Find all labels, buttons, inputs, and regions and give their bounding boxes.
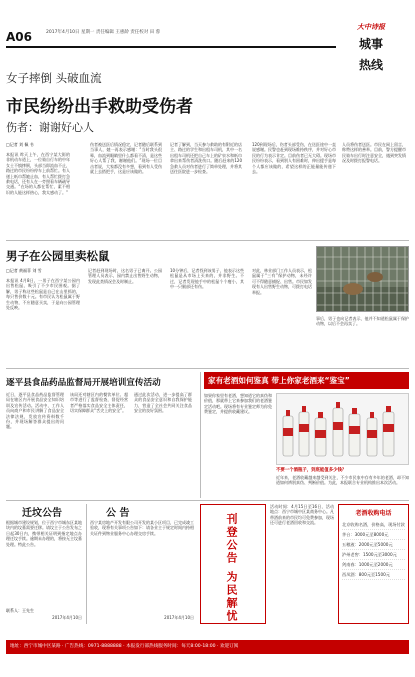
divider — [86, 504, 87, 624]
squirrel-cage-photo — [316, 246, 409, 312]
price-list — [342, 520, 405, 580]
pine-col-3: 10分钟后，记者找到该男子，他表示这些松鼠是从市场上买来的，并非野生。不过，记者发现他手中的松鼠个个瘦小，其中一只腿部还有伤。 — [170, 268, 244, 290]
notice-1-title: 迁坟公告 — [22, 508, 62, 519]
notice-1-text: 根据城市建设规划，位于西宁市城东区某地块内的坟墓需要迁移。请坟主于公告发布之日起30日内，携带相关证明到指定地点办理迁坟手续。逾期未办理的，将按无主坟墓处理。特此公告。 — [6, 520, 82, 547]
pine-headline: 男子在公园里卖松鼠 — [6, 249, 110, 263]
pine-col-4: 对此，林业部门工作人员表示，松鼠属于“三有”保护动物，未经许可不得随意捕捉、出售。市民如发现有人出售野生动物，可拨打电话举报。 — [252, 268, 312, 295]
notice-1-date: 2017年4月10日 — [52, 615, 82, 620]
price-item: 茅台：3000元至8000元 — [342, 530, 405, 540]
divider — [6, 240, 409, 241]
lead-col-2: 伤者被送医后情况稳定，记者随后联系到当事人，她一再表示感谢：“当时我头很晕，血流到眼睛里什么都看不清，是这些好心人帮了我，谢谢他们。”现场一位目击者说，大家都没有多想，看到有人受伤就上去搭把手，这是应该做的。 — [90, 142, 162, 175]
lead-col-5: 人员将伤者送医。市民在网上留言，称赞这样的善举。目前，警方提醒市民骑车出行时注意安全，遇到突发情况及时拨打报警电话。 — [342, 142, 406, 164]
page-number: A06 — [6, 30, 32, 44]
price-item: 西凤酒：800元至1500元 — [342, 570, 405, 580]
pine-col-2: 记者赶到现场时，这名男子已离开。公园管理人员表示，园内禁止出售野生动物，发现此类情况会及时制止。 — [88, 268, 162, 284]
divider — [200, 372, 201, 498]
lead-headline: 市民纷纷出手救助受伤者 — [6, 97, 193, 117]
section-title-1: 城事 — [358, 37, 383, 51]
pine-byline: □记者 黄福菲 刘 雪 — [6, 268, 42, 273]
lead-byline: □记者 刘 佩 书 — [6, 142, 34, 147]
notice-2-text: 西宁某房地产开发有限公司开发的某小区项目，已完成竣工验收，现将有关事项公告如下：请各业主于规定时间内持相关证件到物业服务中心办理交房手续。 — [90, 520, 194, 536]
liquor-headline: 家有老酒如何鉴真 带上你家老酒来“鉴宝” — [204, 372, 409, 389]
food-col-1: 近日，逐平县食品药品监督管理局在辖区内开展食品安全知识培训及宣传活动。活动中，工作人员向商户和市民讲解了食品安全法律法规，发放宣传资料数千份，并现场解答群众提出的问题。 — [6, 392, 64, 430]
footer-bar: 地址：西宁市城中区某路 · 广告热线：0971-8888888 · 本报发行部热线服务时间：每天8:00-18:00 · 欢迎订阅 — [6, 640, 409, 654]
stamp-ad — [200, 504, 266, 624]
price-item: 泸州老窖：1500元至3000元 — [342, 550, 405, 560]
stamp-ad-text: 刊登公告 为民解忧 — [225, 513, 238, 623]
pine-col-1: 本报讯 4月8日，一男子在西宁某公园内出售松鼠，吸引了不少市民围观。据了解，男子称这些松鼠是自己在山里抓的，每只售价数十元。有市民认为松鼠属于野生动物，不应随意买卖，于是向公园管理处反映。 — [6, 278, 80, 311]
price-item: 剑南春：1000元至2000元 — [342, 560, 405, 570]
liquor-col-1: 如果你家里有老酒，想知道它的真伪和价值，那就带上它来参加我们的老酒鉴定活动吧。现场将有专业鉴定师为你免费鉴定，并提供收藏建议。 — [204, 393, 272, 415]
lead-col-1: 本报讯 昨天上午，在西宁某大街的非机动车道上，一位骑自行车的中年女士不慎摔倒，头部当即流血不止，路过的市民纷纷停车上前帮忙。有人递上纸巾帮她止血，有人帮忙拨打急救电话，还有人在一旁照看车辆疏导交通。“在场的人都在帮忙，素不相识的人能这样热心，我太感动了。” — [6, 152, 70, 195]
notice-1-contact: 联系人：王先生 — [6, 608, 34, 613]
paper-logo: 大中诗报 — [357, 23, 385, 31]
liquor-bottles-photo — [276, 393, 409, 465]
price-box — [338, 504, 409, 624]
lead-kicker: 女子摔倒 头破血流 — [6, 71, 102, 85]
lead-col-4: 120到现场后，伤者头部受伤，在送医途中一直说感谢。民警也赶到现场维持秩序，并对好心市民的行为表示肯定。目前伤者已无大碍。现场市民纷纷表示，看到别人有困难时，伸出援手是每个人都应该做的，希望这样的正能量能传递下去。 — [252, 142, 336, 175]
price-box-title: 老酒收购电话 — [355, 510, 392, 517]
divider — [6, 500, 409, 501]
notice-2-date: 2017年4月10日 — [164, 615, 194, 620]
liquor-col-2: 近年来，老酒收藏越来越受到关注，不少市民家中存有多年的老酒，却不知道如何辨别真伪、判断价值。为此，本报联合专业机构推出本次活动。 — [276, 475, 409, 486]
food-col-3: 通过此次活动，进一步提高了群众的食品安全意识和自我保护能力，营造了全社会共同关注食品安全的良好氛围。 — [134, 392, 192, 414]
price-item: 五粮液：2000元至5000元 — [342, 540, 405, 550]
liquor-caption: 不要一个酒瓶子，到底能值多少钱？ — [276, 468, 347, 473]
food-headline: 逐平县食品药品监督局开展培训宣传活动 — [6, 378, 161, 388]
liquor-col-3: 活动时间：4月15日至16日，活动地点：西宁市城中区某商务中心。凡带酒前来的市民均可免费参加，现场还可进行老酒回收和交流。 — [270, 504, 334, 526]
header-rule — [6, 46, 336, 48]
price-item: 北京收购名酒，价格高，现场付款 — [342, 520, 405, 530]
food-col-2: 该局还对辖区内的餐饮单位、超市等进行了监督检查，督促经营者严格落实食品安全主体责任，切实保障群众“舌尖上的安全”。 — [70, 392, 128, 414]
section-title-2: 热线 — [358, 58, 383, 72]
lead-col-3: 记者了解到，当天参与救助的有附近的店主、路过的学生和出租车司机，其中一名出租车司机还把自己车上的矿泉水和纸巾拿出来帮伤者清洗伤口。随后赶来的120急救人员对伤者进行了简单处理，并将其送往医院进一步检查。 — [170, 142, 242, 175]
issue-meta: 2017年4月10日 星期一 责任编辑 王惠龄 责任校对 田 蓉 — [46, 30, 161, 35]
pine-col-5: 事后，男子也向记者表示，他并不知道松鼠属于保护动物，以后不会再卖了。 — [316, 316, 409, 327]
lead-subhead: 伤者：谢谢好心人 — [6, 121, 94, 134]
notice-2-title: 公 告 — [106, 508, 130, 519]
section-flag — [342, 22, 400, 84]
divider — [6, 368, 409, 369]
